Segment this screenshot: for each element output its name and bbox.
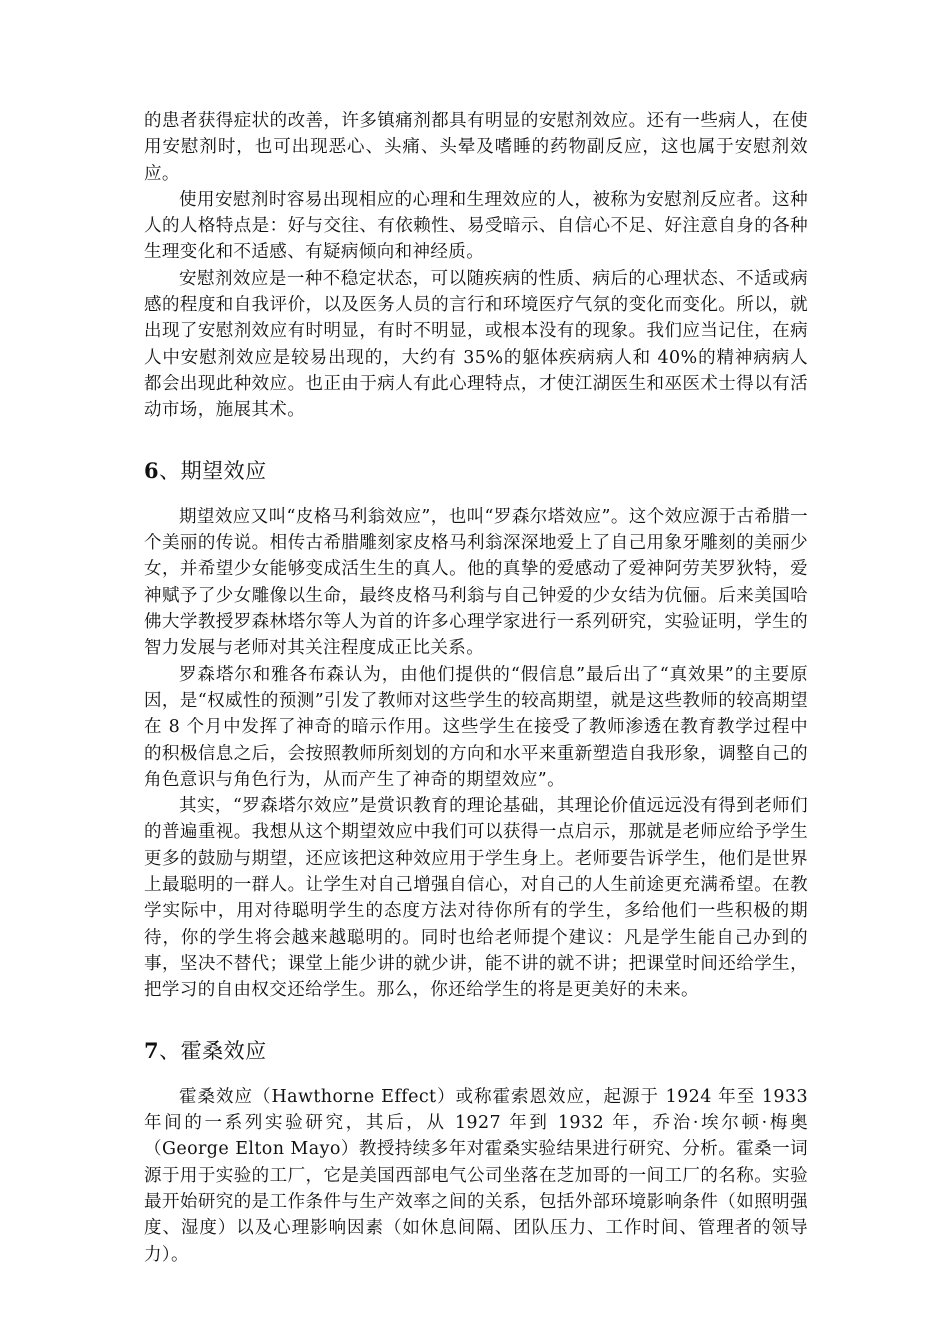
intro-paragraph-1: 的患者获得症状的改善，许多镇痛剂都具有明显的安慰剂效应。还有一些病人，在使用安慰剂时，也可出现恶心、头痛、头晕及嗜睡的药物副反应，这也属于安慰剂效应。: [144, 111, 808, 184]
section6-paragraph-3: 其实，“罗森塔尔效应”是赏识教育的理论基础，其理论价值远远没有得到老师们的普遍重视。我想从这个期望效应中我们可以获得一点启示，那就是老师应给予学生更多的鼓励与期望，还应该把这种效应用于学生身上。老师要告诉学生，他们是世界上最聪明的一群人。让学生对自己增强自信心，对自己的人生前途更充满希望。在教学实际中，用对待聪明学生的态度方法对待你所有的学生，多给他们一些积极的期待，你的学生将会越来越聪明的。同时也给老师提个建议：凡是学生能自己办到的事，坚决不替代；课堂上能少讲的就少讲，能不讲的就不讲；把课堂时间还给学生，把学习的自由权交还给学生。那么，你还给学生的将是更美好的未来。: [144, 796, 808, 1001]
section-number: 7: [144, 1037, 160, 1063]
section6-paragraph-2: 罗森塔尔和雅各布森认为，由他们提供的“假信息”最后出了“真效果”的主要原因，是“权威性的预测”引发了教师对这些学生的较高期望，就是这些教师的较高期望在 8 个月中发挥了神奇的暗示作用。这些学生在接受了教师渗透在教育教学过程中的积极信息之后，会按照教师所刻划的方向和水平来重新塑造自我形象，调整自己的角色意识与角色行为，从而产生了神奇的期望效应”。: [144, 664, 808, 790]
document-page: [144, 108, 808, 1268]
intro-paragraph-3: 安慰剂效应是一种不稳定状态，可以随疾病的性质、病后的心理状态、不适或病感的程度和自我评价，以及医务人员的言行和环境医疗气氛的变化而变化。所以，就出现了安慰剂效应有时明显，有时不明显，或根本没有的现象。我们应当记住，在病人中安慰剂效应是较易出现的，大约有 35%的躯体疾病病人和 40%的精神病病人都会出现此种效应。也正由于病人有此心理特点，才使江湖医生和巫医术士得以有活动市场，施展其术。: [144, 268, 808, 421]
section7-paragraph-1: 霍桑效应（Hawthorne Effect）或称霍索恩效应，起源于 1924 年至 1933 年间的一系列实验研究，其后，从 1927 年到 1932 年，乔治·埃尔顿·梅奥（George Elton Mayo）教授持续多年对霍桑实验结果进行研究、分析。霍桑一词源于用于实验的工厂，它是美国西部电气公司坐落在芝加哥的一间工厂的名称。实验最开始研究的是工作条件与生产效率之间的关系，包括外部环境影响条件（如照明强度、湿度）以及心理影响因素（如休息间隔、团队压力、工作时间、管理者的领导力）。: [144, 1086, 808, 1265]
section-heading-hawthorne-effect: [144, 1038, 808, 1064]
section-title: 、期望效应: [159, 458, 267, 483]
section-title: 、霍桑效应: [159, 1038, 267, 1063]
section-number: 6: [144, 457, 160, 483]
section6-paragraph-1: 期望效应又叫“皮格马利翁效应”，也叫“罗森尔塔效应”。这个效应源于古希腊一个美丽的传说。相传古希腊雕刻家皮格马利翁深深地爱上了自己用象牙雕刻的美丽少女，并希望少女能够变成活生生的真人。他的真挚的爱感动了爱神阿劳芙罗狄特，爱神赋予了少女雕像以生命，最终皮格马利翁与自己钟爱的少女结为伉俪。后来美国哈佛大学教授罗森林塔尔等人为首的许多心理学家进行一系列研究，实验证明，学生的智力发展与老师对其关注程度成正比关系。: [144, 506, 808, 659]
section-heading-expectation-effect: [144, 458, 808, 484]
intro-paragraph-2: 使用安慰剂时容易出现相应的心理和生理效应的人，被称为安慰剂反应者。这种人的人格特点是：好与交往、有依赖性、易受暗示、自信心不足、好注意自身的各种生理变化和不适感、有疑病倾向和神经质。: [144, 189, 808, 263]
